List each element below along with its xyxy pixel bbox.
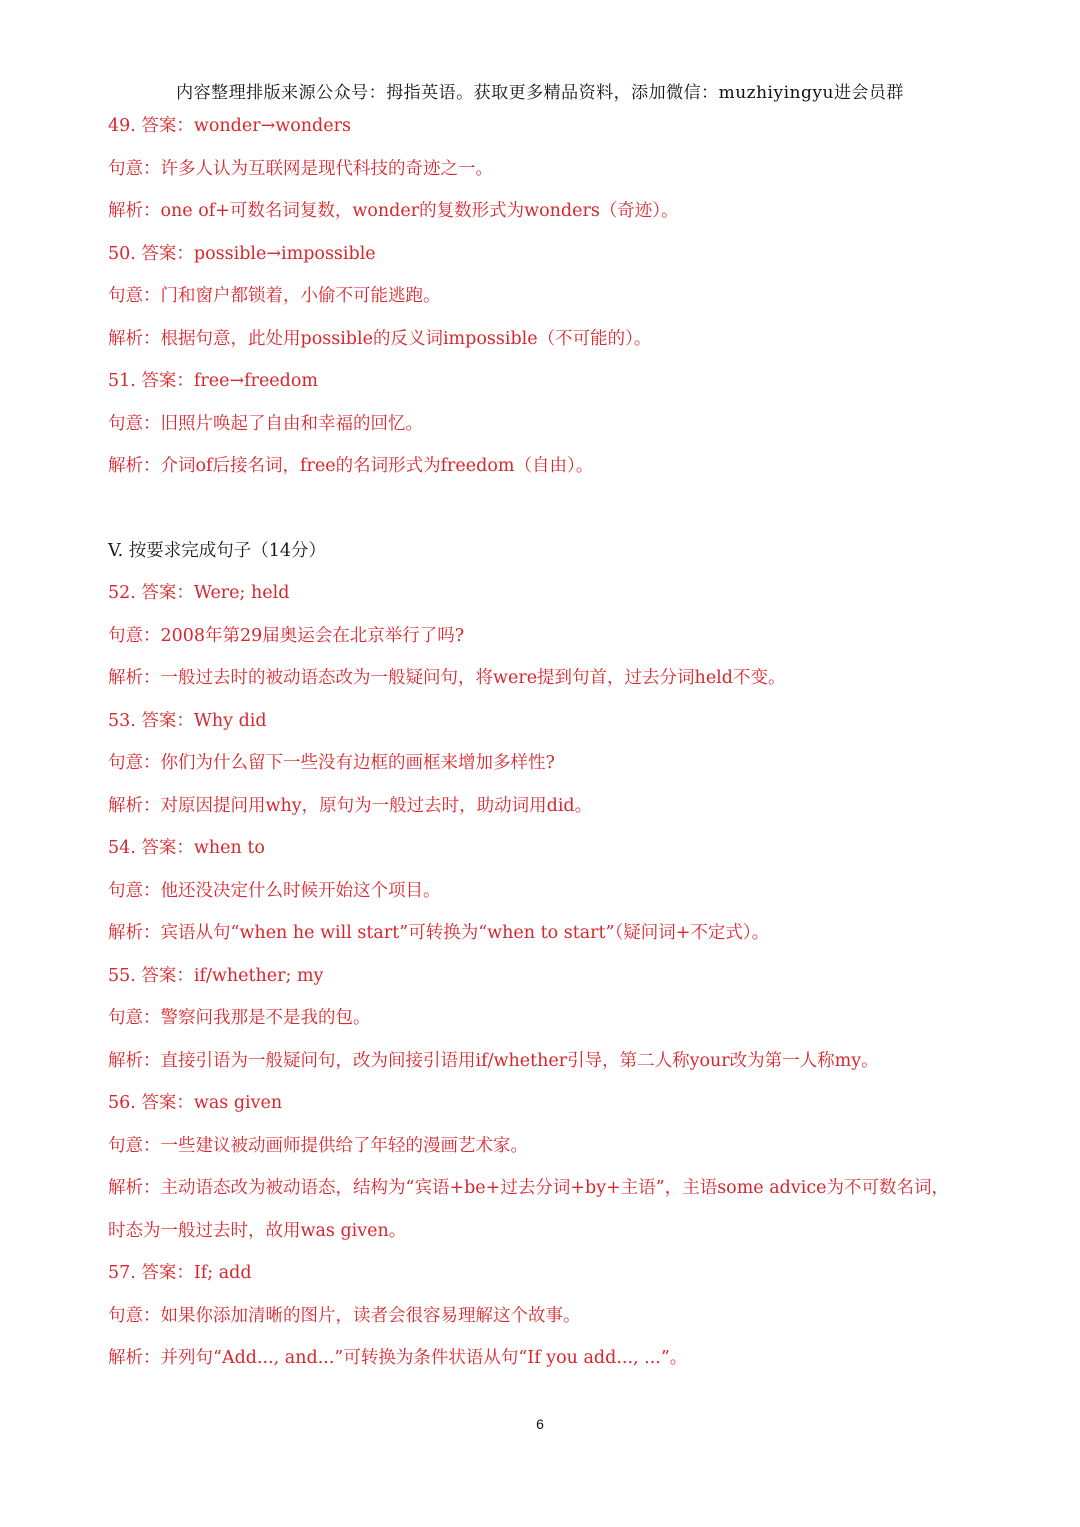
- meaning-52: 句意：2008年第29届奥运会在北京举行了吗?: [108, 626, 465, 646]
- analysis-49: 解析：one of+可数名词复数，wonder的复数形式为wonders（奇迹）。: [108, 201, 679, 221]
- analysis-54: 解析：宾语从句“when he will start”可转换为“when to start”（疑问词+不定式）。: [108, 923, 770, 943]
- analysis-50: 解析：根据句意，此处用possible的反义词impossible（不可能的）。: [108, 329, 652, 349]
- answer-55: 55. 答案：if/whether; my: [108, 966, 324, 986]
- page-header: 内容整理排版来源公众号：拇指英语。获取更多精品资料，添加微信：muzhiyingyu进会员群: [176, 83, 904, 103]
- answer-52: 52. 答案：Were; held: [108, 583, 290, 603]
- answer-50: 50. 答案：possible→impossible: [108, 244, 376, 264]
- analysis-51: 解析：介词of后接名词，free的名词形式为freedom（自由）。: [108, 456, 594, 476]
- analysis-55: 解析：直接引语为一般疑问句，改为间接引语用if/whether引导，第二人称your改为第一人称my。: [108, 1051, 879, 1071]
- answer-53: 53. 答案：Why did: [108, 711, 267, 731]
- meaning-56: 句意：一些建议被动画师提供给了年轻的漫画艺术家。: [108, 1136, 528, 1156]
- answer-56: 56. 答案：was given: [108, 1093, 283, 1113]
- analysis-52: 解析：一般过去时的被动语态改为一般疑问句，将were提到句首，过去分词held不变。: [108, 668, 786, 688]
- meaning-57: 句意：如果你添加清晰的图片，读者会很容易理解这个故事。: [108, 1306, 581, 1326]
- analysis-56-cont: 时态为一般过去时，故用was given。: [108, 1221, 407, 1241]
- answer-51: 51. 答案：free→freedom: [108, 371, 318, 391]
- meaning-51: 句意：旧照片唤起了自由和幸福的回忆。: [108, 414, 423, 434]
- meaning-49: 句意：许多人认为互联网是现代科技的奇迹之一。: [108, 159, 493, 179]
- answer-49: 49. 答案：wonder→wonders: [108, 116, 351, 136]
- meaning-55: 句意：警察问我那是不是我的包。: [108, 1008, 371, 1028]
- answer-54: 54. 答案：when to: [108, 838, 265, 858]
- page-number: 6: [536, 1416, 544, 1432]
- answer-57: 57. 答案：If; add: [108, 1263, 252, 1283]
- analysis-53: 解析：对原因提问用why，原句为一般过去时，助动词用did。: [108, 796, 593, 816]
- meaning-53: 句意：你们为什么留下一些没有边框的画框来增加多样性?: [108, 753, 555, 773]
- meaning-54: 句意：他还没决定什么时候开始这个项目。: [108, 881, 441, 901]
- section-title: V. 按要求完成句子（14分）: [108, 541, 326, 561]
- analysis-57: 解析：并列句“Add..., and...”可转换为条件状语从句“If you add..., ...”。: [108, 1348, 688, 1368]
- meaning-50: 句意：门和窗户都锁着，小偷不可能逃跑。: [108, 286, 441, 306]
- analysis-56: 解析：主动语态改为被动语态，结构为“宾语+be+过去分词+by+主语”，主语some advice为不可数名词，: [108, 1178, 949, 1198]
